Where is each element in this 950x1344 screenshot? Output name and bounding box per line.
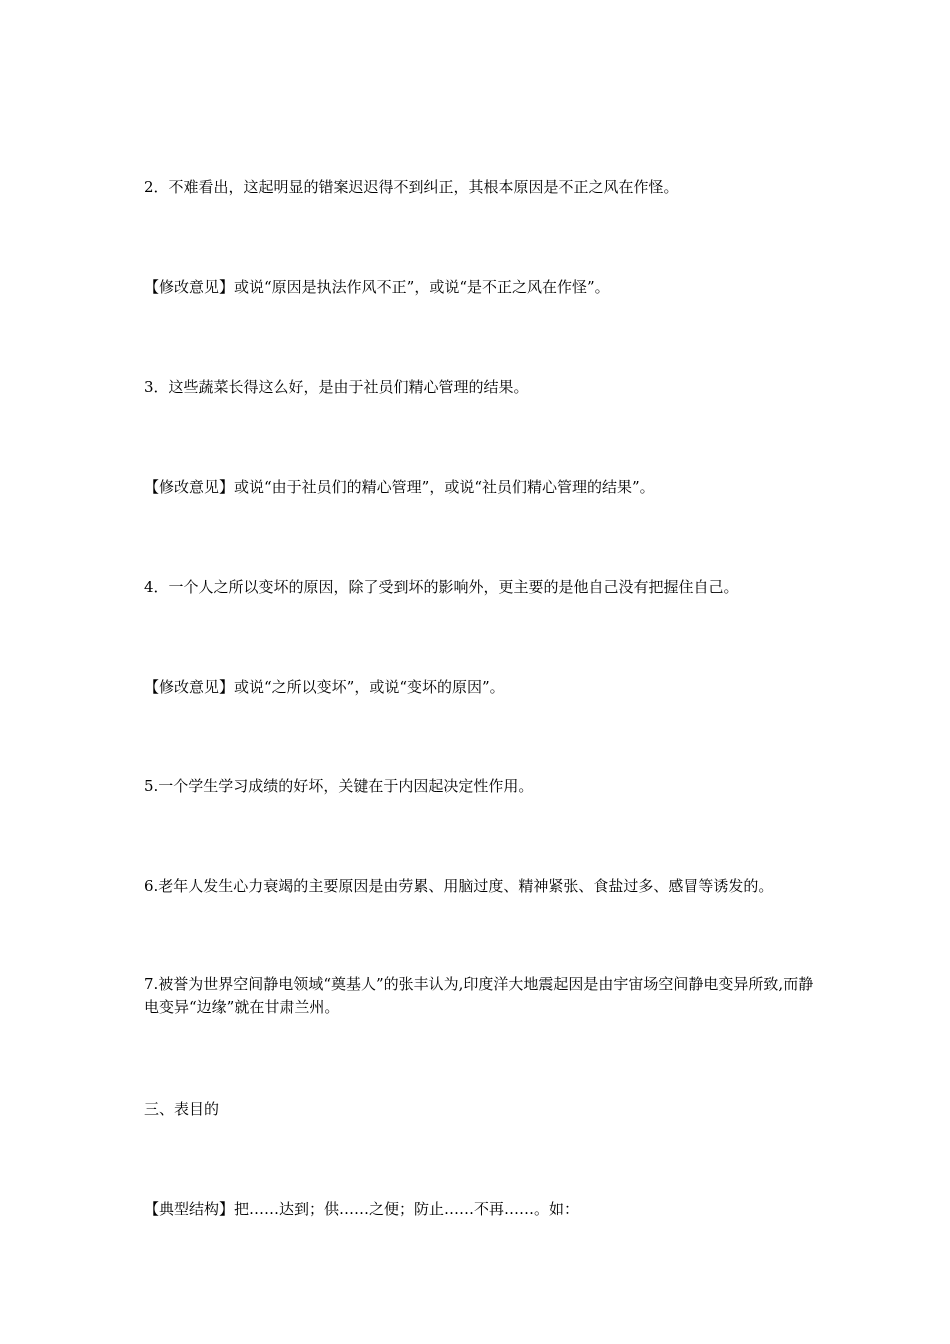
example-sentence-2: 2．不难看出，这起明显的错案迟迟得不到纠正，其根本原因是不正之风在作怪。 xyxy=(144,178,679,196)
example-sentence-3: 3．这些蔬菜长得这么好，是由于社员们精心管理的结果。 xyxy=(144,378,529,396)
example-sentence-5: 5.一个学生学习成绩的好坏，关键在于内因起决定性作用。 xyxy=(144,777,534,795)
revision-note-2: 【修改意见】或说“原因是执法作风不正”，或说“是不正之风在作怪”。 xyxy=(144,278,610,296)
example-sentence-6: 6.老年人发生心力衰竭的主要原因是由劳累、用脑过度、精神紧张、食盐过多、感冒等诱发的。 xyxy=(144,877,774,895)
section-heading: 三、表目的 xyxy=(144,1100,220,1118)
revision-note-3: 【修改意见】或说“由于社员们的精心管理”，或说“社员们精心管理的结果”。 xyxy=(144,478,655,496)
typical-structure-note: 【典型结构】把……达到；供……之便；防止……不再……。如： xyxy=(144,1200,580,1218)
example-sentence-7: 7.被誉为世界空间静电领域“奠基人”的张丰认为,印度洋大地震起因是由宇宙场空间静电变异所致,而静电变异“边缘”就在甘肃兰州。 xyxy=(144,975,814,1016)
revision-note-4: 【修改意见】或说“之所以变坏”，或说“变坏的原因”。 xyxy=(144,678,505,696)
example-sentence-4: 4．一个人之所以变坏的原因，除了受到坏的影响外，更主要的是他自己没有把握住自己。 xyxy=(144,578,739,596)
